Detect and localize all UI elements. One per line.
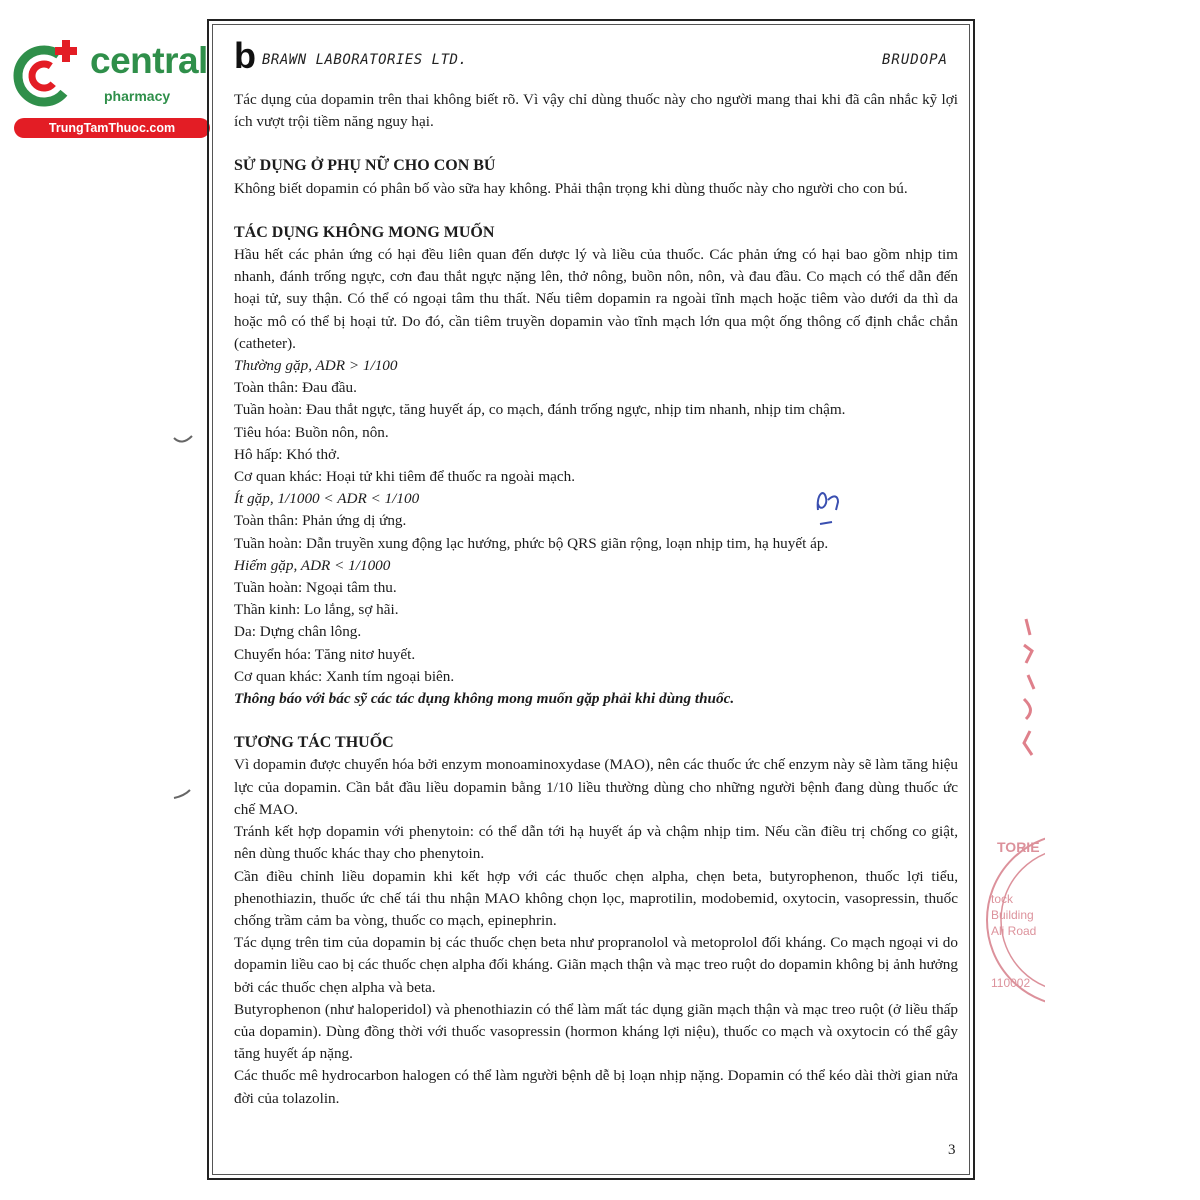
company-stamp xyxy=(985,830,1045,1010)
section-title-adverse-effects: TÁC DỤNG KHÔNG MONG MUỐN xyxy=(234,223,495,241)
document-body xyxy=(234,89,958,1110)
document-header xyxy=(234,35,948,76)
logo-subtitle: pharmacy xyxy=(104,88,171,104)
pregnancy-paragraph: Tác dụng của dopamin trên thai không biết rõ. Vì vậy chỉ dùng thuốc này cho người mang thai khi đã cân nhắc kỹ lợi ích vượt trội tiềm năng nguy hại. xyxy=(234,91,958,131)
interaction-paragraph: Tránh kết hợp dopamin với phenytoin: có thể dẫn tới hạ huyết áp và chậm nhịp tim. Nếu cần điều trị chống co giật, nên dùng thuốc khác thay cho phenytoin. xyxy=(234,823,958,863)
list-item: Tuần hoàn: Dẫn truyền xung động lạc hướng, phức bộ QRS giãn rộng, loạn nhịp tim, hạ huyết áp. xyxy=(234,534,829,552)
handwritten-initials-icon xyxy=(812,484,852,530)
frequency-heading-common: Thường gặp, ADR > 1/100 xyxy=(234,357,398,375)
list-item: Hô hấp: Khó thở. xyxy=(234,445,340,463)
interaction-paragraph: Cần điều chỉnh liều dopamin khi kết hợp với các thuốc chẹn alpha, chẹn beta, butyrophenon, thuốc lợi tiểu, phenothiazin, thuốc ức chế tái thu nhận MAO không chọn lọc, maprotilin, modobemid, oxytocin, vasopressin, thuốc chống trầm cảm ba vòng, thuốc co mạch, epinephrin. xyxy=(234,867,958,929)
central-pharmacy-logo-icon xyxy=(12,38,84,110)
interaction-paragraph: Butyrophenon (như haloperidol) và phenothiazin có thể làm mất tác dụng giãn mạch thận và mạc treo ruột (ở liều thấp của dopamin). Dùng đồng thời với thuốc vasopressin (hormon kháng lợi niệu), thuốc co mạch và oxytocin có thể gây tăng huyết áp nặng. xyxy=(234,1000,958,1063)
binder-hole-mark-icon xyxy=(172,788,194,802)
page-number: 3 xyxy=(948,1142,956,1158)
stamp-text: 110002 xyxy=(991,976,1031,990)
interaction-paragraph: Tác dụng trên tim của dopamin bị các thuốc chẹn beta như propranolol và metoprolol đối kháng. Co mạch ngoại vi do dopamin liều cao bị các thuốc chẹn alpha đối kháng. Giãn mạch thận và mạc treo ruột do dopamin không bị ảnh hưởng bởi các thuốc chẹn alpha và beta. xyxy=(234,934,958,996)
list-item: Toàn thân: Phản ứng dị ứng. xyxy=(234,512,407,530)
list-item: Da: Dựng chân lông. xyxy=(234,623,362,641)
list-item: Chuyển hóa: Tăng nitơ huyết. xyxy=(234,645,416,663)
binder-hole-mark-icon xyxy=(172,432,194,446)
stamp-text: Building xyxy=(991,908,1034,922)
stamp-text: tock xyxy=(991,892,1014,906)
frequency-heading-uncommon: Ít gặp, 1/1000 < ADR < 1/100 xyxy=(234,490,420,508)
company-name: BRAWN LABORATORIES LTD. xyxy=(262,52,468,68)
pharmacy-logo xyxy=(12,38,212,138)
list-item: Toàn thân: Đau đầu. xyxy=(234,379,357,397)
list-item: Cơ quan khác: Xanh tím ngoại biên. xyxy=(234,667,455,685)
brawn-logo-icon: b xyxy=(234,35,256,76)
list-item: Thần kinh: Lo lắng, sợ hãi. xyxy=(234,601,399,619)
product-name: BRUDOPA xyxy=(881,52,948,68)
interaction-paragraph: Vì dopamin được chuyển hóa bởi enzym monoaminoxydase (MAO), nên các thuốc ức chế enzym này sẽ làm tăng hiệu lực của dopamin. Cần bắt đầu liều dopamin bằng 1/10 liều thường dùng cho những người bệnh đang dùng thuốc ức chế MAO. xyxy=(234,756,958,818)
list-item: Tuần hoàn: Đau thắt ngực, tăng huyết áp, co mạch, đánh trống ngực, nhịp tim nhanh, nhịp tim chậm. xyxy=(234,401,846,419)
adverse-notice: Thông báo với bác sỹ các tác dụng không mong muốn gặp phải khi dùng thuốc. xyxy=(234,690,735,708)
stamp-text: TORIE xyxy=(997,839,1040,855)
lactation-paragraph: Không biết dopamin có phân bố vào sữa hay không. Phải thận trọng khi dùng thuốc này cho người cho con bú. xyxy=(234,179,908,197)
adverse-paragraph: Hầu hết các phản ứng có hại đều liên quan đến dược lý và liều của thuốc. Các phản ứng có hại bao gồm nhịp tim nhanh, đánh trống ngực, cơn đau thắt ngực nặng lên, thở nông, buồn nôn, nôn, và đau đầu. Co mạch có thể dẫn đến hoại tử, suy thận. Có thể có ngoại tâm thu thất. Nếu tiêm dopamin ra ngoài tĩnh mạch hoặc tiêm vào dưới da thì da hoặc mô có thể bị hoại tử. Do đó, cần tiêm truyền dopamin vào tĩnh mạch lớn qua một ống thông cố định chắc chắn (catheter). xyxy=(234,246,958,352)
red-signature-mark-icon xyxy=(1016,615,1046,765)
list-item: Cơ quan khác: Hoại tử khi tiêm để thuốc ra ngoài mạch. xyxy=(234,468,576,486)
stamp-text: Ali Road xyxy=(991,924,1037,938)
list-item: Tuần hoàn: Ngoại tâm thu. xyxy=(234,579,397,597)
section-title-interactions: TƯƠNG TÁC THUỐC xyxy=(234,734,394,752)
interaction-paragraph: Các thuốc mê hydrocarbon halogen có thể làm người bệnh dễ bị loạn nhịp nặng. Dopamin có thể kéo dài thời gian nửa đời của tolazolin. xyxy=(234,1067,958,1107)
list-item: Tiêu hóa: Buồn nôn, nôn. xyxy=(234,423,389,441)
logo-url[interactable]: TrungTamThuoc.com xyxy=(14,118,210,138)
section-title-lactation: SỬ DỤNG Ở PHỤ NỮ CHO CON BÚ xyxy=(234,157,496,175)
frequency-heading-rare: Hiếm gặp, ADR < 1/1000 xyxy=(234,556,391,574)
logo-name: central xyxy=(90,40,208,81)
